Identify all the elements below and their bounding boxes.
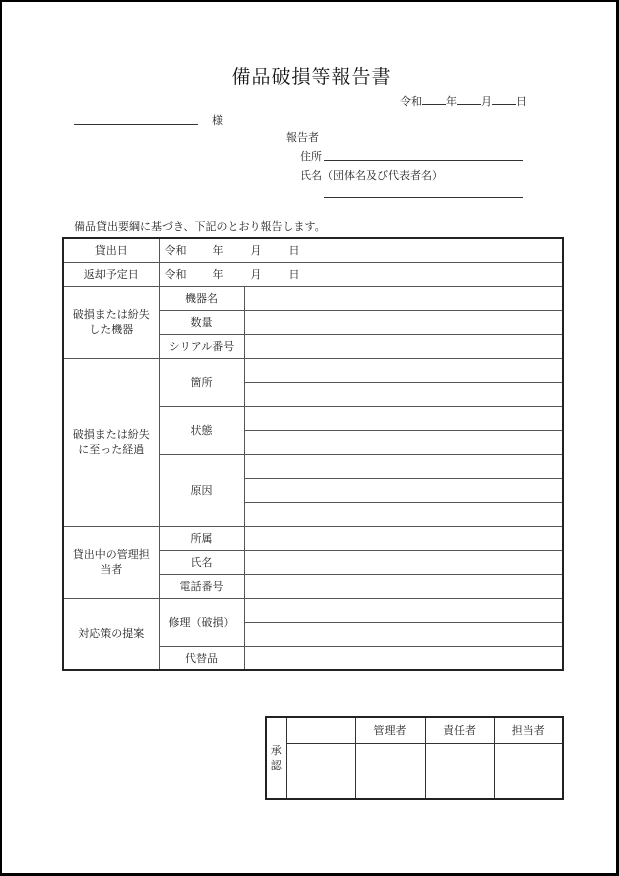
lend-date-era: 令和	[164, 244, 187, 258]
approval-label	[266, 717, 286, 799]
return-date-era: 令和	[164, 268, 187, 281]
repair-field-line2[interactable]	[244, 622, 563, 646]
year-blank[interactable]	[422, 93, 446, 105]
equipment-label-line2: した機器	[89, 323, 134, 336]
approval-col-manager: 管理者	[355, 717, 425, 743]
intro-text: 備品貸出要綱に基づき、下記のとおり報告します。	[74, 220, 326, 233]
manager-label-line2: 当者	[100, 563, 123, 576]
approval-blank-header	[286, 717, 355, 743]
month-blank[interactable]	[457, 93, 481, 105]
table-row	[63, 238, 563, 262]
approval-header-row	[266, 717, 563, 743]
replacement-field[interactable]	[244, 646, 563, 670]
approval-stamp-responsible[interactable]	[425, 743, 494, 799]
addressee-blank[interactable]	[74, 124, 198, 125]
repair-label: 修理（破損）	[159, 598, 244, 646]
return-date-day: 日	[288, 268, 300, 281]
cause-field-line2[interactable]	[244, 478, 563, 502]
circumstances-label-line2: に至った経過	[78, 443, 145, 456]
approval-stamp-row	[266, 743, 563, 799]
quantity-field[interactable]	[244, 310, 563, 334]
equipment-name-label: 機器名	[159, 286, 244, 310]
condition-field-line1[interactable]	[244, 406, 563, 430]
department-label: 所属	[159, 526, 244, 550]
cause-field-line1[interactable]	[244, 454, 563, 478]
lend-date-day: 日	[288, 244, 300, 258]
manager-section-label	[63, 526, 159, 598]
equipment-section-label	[63, 286, 159, 358]
return-date-month: 月	[250, 268, 262, 281]
approval-col-staff: 担当者	[494, 717, 563, 743]
day-blank[interactable]	[492, 93, 516, 105]
address-blank[interactable]	[324, 160, 523, 161]
cause-field-line3[interactable]	[244, 502, 563, 526]
equipment-name-field[interactable]	[244, 286, 563, 310]
date-day-label: 日	[516, 95, 527, 108]
approval-label-char1: 承	[270, 744, 282, 757]
location-field-line1[interactable]	[244, 358, 563, 382]
return-date-year: 年	[212, 268, 224, 281]
report-date	[400, 93, 527, 109]
equipment-label-line1: 破損または紛失	[72, 308, 150, 321]
return-date-field[interactable]	[159, 262, 563, 286]
condition-label: 状態	[159, 406, 244, 454]
name-label: 氏名	[300, 169, 322, 182]
location-field-line2[interactable]	[244, 382, 563, 406]
approval-stamp-blank[interactable]	[286, 743, 355, 799]
report-table	[62, 237, 564, 671]
table-row	[63, 286, 563, 310]
approval-table	[265, 716, 564, 800]
document-title: 備品破損等報告書	[231, 66, 392, 88]
date-era: 令和	[400, 95, 422, 108]
circumstances-label-line1: 破損または紛失	[72, 428, 150, 441]
lend-date-field[interactable]	[159, 238, 563, 262]
condition-field-line2[interactable]	[244, 430, 563, 454]
reporter-heading: 報告者	[286, 131, 319, 144]
return-date-label: 返却予定日	[63, 262, 159, 286]
replacement-label: 代替品	[159, 646, 244, 670]
table-row	[63, 598, 563, 622]
circumstances-section-label	[63, 358, 159, 526]
name-label-row	[300, 167, 443, 183]
name-blank[interactable]	[324, 197, 523, 198]
address-label: 住所	[300, 150, 322, 163]
location-label: 箇所	[159, 358, 244, 406]
manager-name-field[interactable]	[244, 550, 563, 574]
phone-label: 電話番号	[159, 574, 244, 598]
date-year-label: 年	[446, 95, 457, 108]
department-field[interactable]	[244, 526, 563, 550]
approval-stamp-manager[interactable]	[355, 743, 425, 799]
approval-col-responsible: 責任者	[425, 717, 494, 743]
serial-number-field[interactable]	[244, 334, 563, 358]
cause-label: 原因	[159, 454, 244, 526]
table-row	[63, 526, 563, 550]
lend-date-year: 年	[212, 244, 224, 258]
date-month-label: 月	[481, 95, 492, 108]
lend-date-month: 月	[250, 244, 262, 258]
serial-number-label: シリアル番号	[159, 334, 244, 358]
lend-date-label: 貸出日	[63, 238, 159, 262]
approval-stamp-staff[interactable]	[494, 743, 563, 799]
table-row	[63, 358, 563, 382]
table-row	[63, 262, 563, 286]
name-note: （団体名及び代表者名）	[322, 169, 443, 182]
countermeasure-section-label: 対応策の提案	[63, 598, 159, 670]
addressee-suffix: 様	[212, 114, 223, 127]
phone-field[interactable]	[244, 574, 563, 598]
approval-label-char2: 認	[270, 759, 282, 772]
quantity-label: 数量	[159, 310, 244, 334]
manager-label-line1: 貸出中の管理担	[72, 548, 150, 561]
repair-field-line1[interactable]	[244, 598, 563, 622]
manager-name-label: 氏名	[159, 550, 244, 574]
